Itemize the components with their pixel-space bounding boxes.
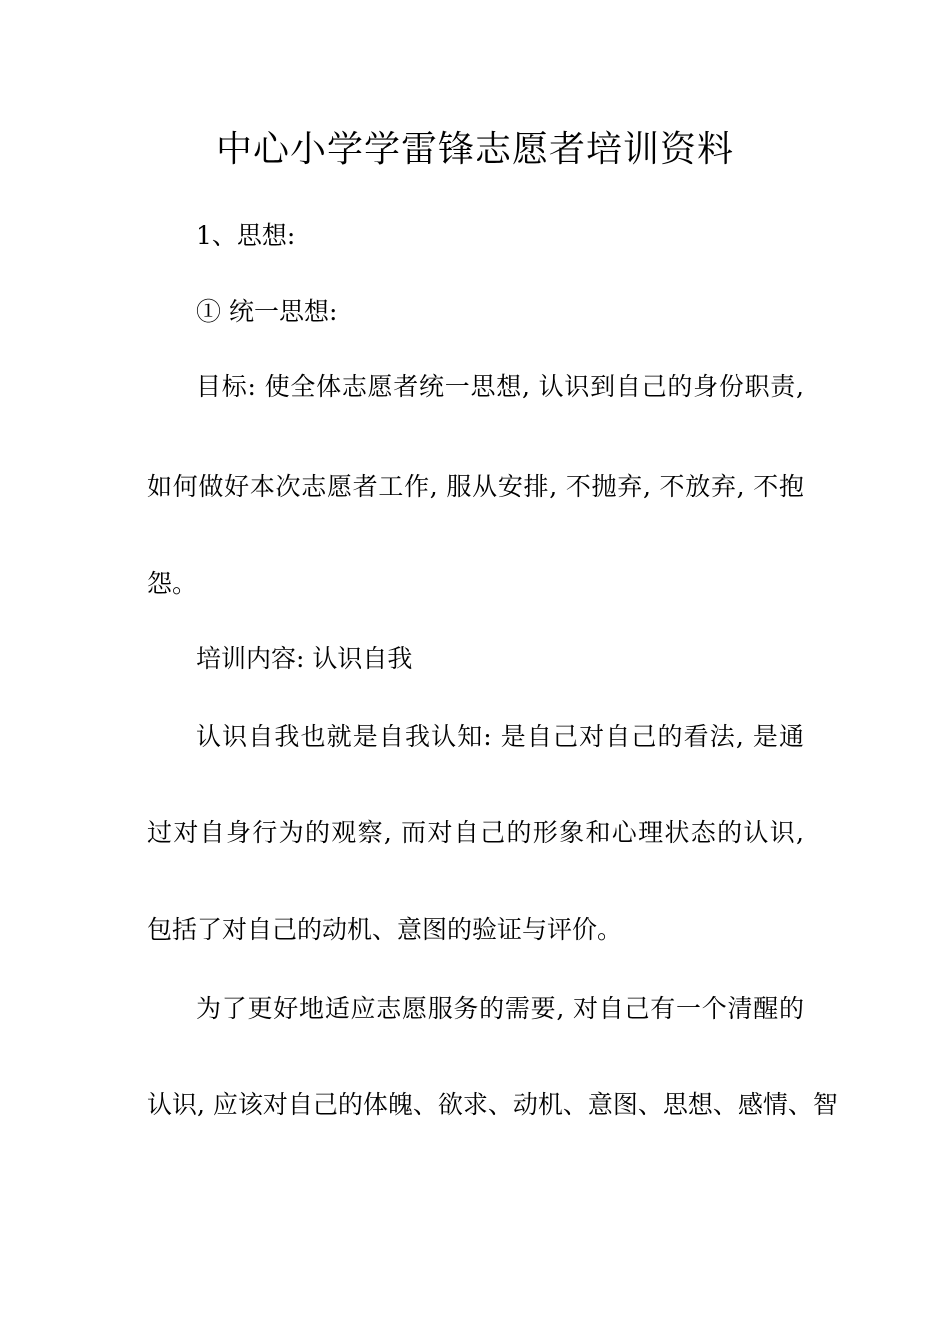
paragraph-line: 目标: 使全体志愿者统一思想, 认识到自己的身份职责, bbox=[196, 372, 804, 401]
paragraph-line: 如何做好本次志愿者工作, 服从安排, 不抛弃, 不放弃, 不抱 bbox=[147, 472, 804, 501]
paragraph-heading: 培训内容: 认识自我 bbox=[196, 644, 413, 673]
paragraph-line: 过对自身行为的观察, 而对自己的形象和心理状态的认识, bbox=[147, 818, 804, 847]
paragraph-line: 怨。 bbox=[147, 569, 198, 598]
paragraph-line: 认识, 应该对自己的体魄、欲求、动机、意图、思想、感情、智 bbox=[147, 1090, 838, 1119]
paragraph-line: 为了更好地适应志愿服务的需要, 对自己有一个清醒的 bbox=[196, 994, 804, 1023]
paragraph-line: 包括了对自己的动机、意图的验证与评价。 bbox=[147, 915, 623, 944]
paragraph-line: 认识自我也就是自我认知: 是自己对自己的看法, 是通 bbox=[196, 722, 804, 751]
document-title: 中心小学学雷锋志愿者培训资料 bbox=[215, 129, 734, 170]
subsection-heading: ① 统一思想: bbox=[196, 297, 338, 326]
section-heading: 1、思想: bbox=[196, 221, 296, 250]
